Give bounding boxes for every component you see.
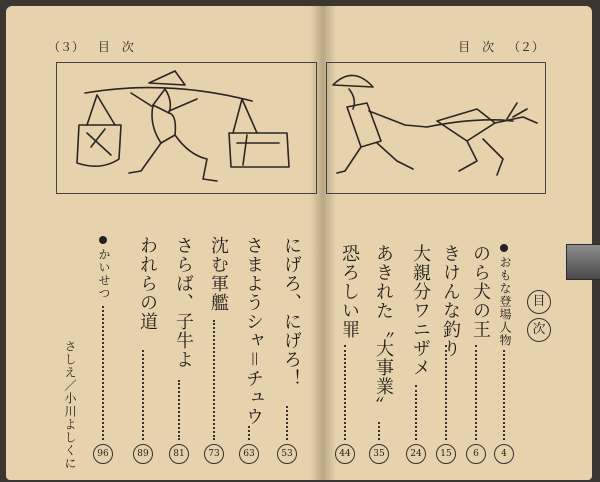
toc-entry-6-dots — [286, 406, 288, 440]
characters-leader-dots — [503, 350, 505, 440]
contents-title-char-1: 目 — [527, 290, 551, 314]
toc-entry-5-dots — [344, 345, 346, 440]
right-page-header — [448, 38, 544, 55]
toc-entry-1-dots — [475, 345, 477, 440]
left-page-header — [48, 38, 144, 55]
toc-entry-8-title: 沈む軍艦 — [208, 236, 229, 312]
toc-entry-8-page: 73 — [204, 444, 224, 464]
toc-entry-3-dots — [415, 385, 417, 440]
characters-bullet — [500, 244, 508, 252]
toc-entry-9-dots — [178, 380, 180, 440]
toc-entry-3-page: 24 — [406, 444, 426, 464]
dragging-drawing — [327, 63, 545, 193]
characters-page-number: 4 — [494, 444, 514, 464]
toc-entry-6-title: にげろ、にげろ！ — [281, 236, 302, 388]
toc-entry-8-dots — [213, 320, 215, 440]
toc-entry-6-page: 53 — [277, 444, 297, 464]
right-running-title: 目 次 — [458, 40, 495, 54]
toc-entry-4-page: 35 — [369, 444, 389, 464]
toc-entry-7-dots — [248, 426, 250, 440]
toc-entry-1-title: のら犬の王 — [470, 244, 491, 339]
left-page-number: （３） — [48, 40, 85, 54]
toc-entry-10-page: 89 — [133, 444, 153, 464]
contents-title-char-2: 次 — [527, 318, 551, 342]
toc-entry-2-dots — [445, 345, 447, 440]
commentary-page-number: 96 — [93, 444, 113, 464]
characters-label: おもな登場人物 — [498, 256, 512, 347]
toc-entry-9-title: さらば、子牛よ — [173, 236, 194, 369]
toc-entry-2-page: 15 — [436, 444, 456, 464]
toc-entry-4-dots — [378, 422, 380, 440]
illustration-dragging — [326, 62, 546, 194]
toc-entry-1-page: 6 — [466, 444, 486, 464]
toc-entry-4-title: あきれた〝大事業〟 — [373, 244, 394, 415]
commentary-leader-dots — [102, 306, 104, 440]
toc-entry-2-title: きけんな釣り — [440, 244, 461, 358]
toc-entry-5-page: 44 — [335, 444, 355, 464]
left-running-title: 目 次 — [97, 40, 134, 54]
commentary-label: かいせつ — [97, 248, 111, 300]
illustration-porter — [56, 62, 317, 194]
page-tab — [566, 244, 600, 280]
porter-drawing — [57, 63, 316, 193]
toc-entry-5-title: 恐ろしい罪 — [339, 244, 360, 339]
toc-entry-3-title: 大親分ワニザメ — [410, 244, 431, 377]
commentary-bullet — [99, 236, 107, 244]
toc-entry-7-page: 63 — [239, 444, 259, 464]
toc-entry-10-dots — [142, 350, 144, 440]
illustrator-credit: さしえ／小川よしくに — [63, 340, 77, 470]
toc-entry-7-title: さまようシャ＝チュウ — [243, 236, 264, 426]
toc-entry-9-page: 81 — [169, 444, 189, 464]
toc-entry-10-title: われらの道 — [137, 236, 158, 331]
right-page-number: （２） — [507, 40, 544, 54]
